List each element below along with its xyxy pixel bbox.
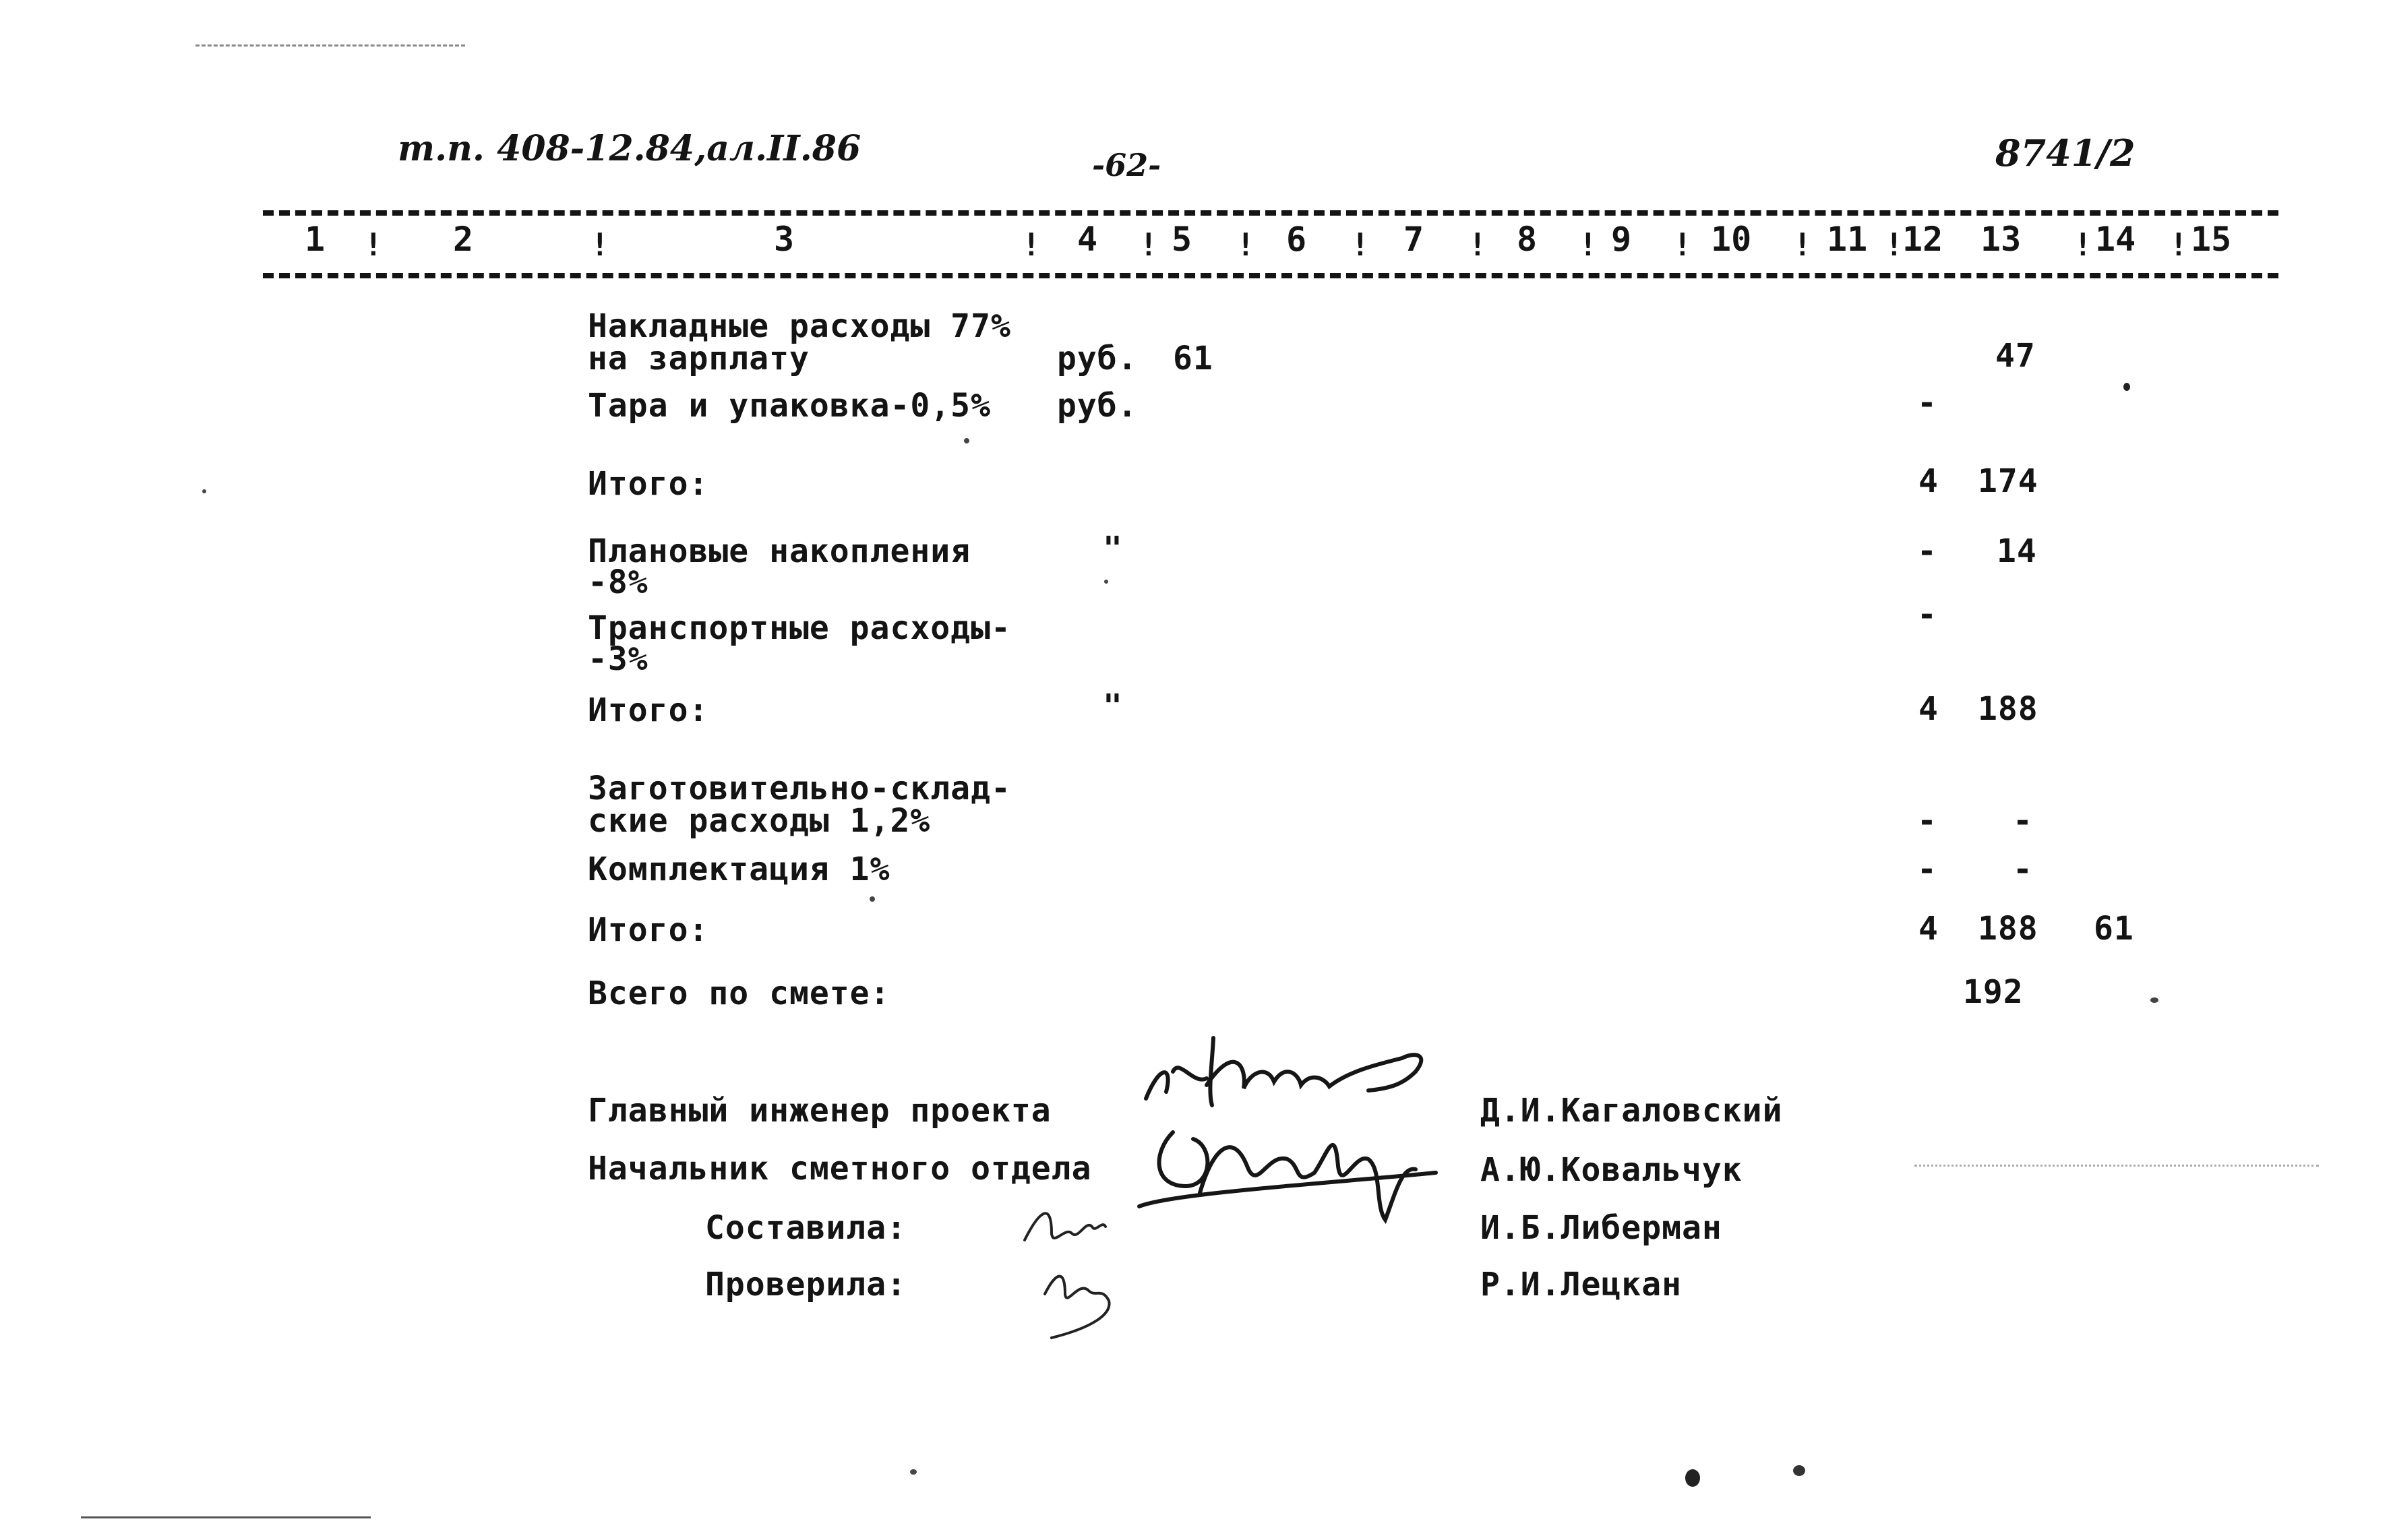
storage-label-line1: Заготовительно-склад- (588, 770, 1011, 807)
overhead-label-line2: на зарплату (588, 340, 810, 377)
transport-label-line1: Транспортные расходы- (588, 609, 1011, 647)
transport-label-line2: -3% (588, 640, 648, 678)
overhead-label-line1: Накладные расходы 77% (588, 307, 1011, 345)
column-header-12: 12 (1902, 220, 1943, 259)
column-header-3: 3 (774, 220, 795, 259)
total2-label: Итого: (588, 691, 709, 729)
chief-engineer-name: Д.И.Кагаловский (1480, 1092, 1783, 1130)
header-bottom-rule (263, 273, 2278, 278)
overhead-unit: руб. (1057, 340, 1138, 377)
overhead-col5: 61 (1173, 340, 1213, 377)
total1-col12: 4 (1918, 462, 1939, 500)
packaging-label: Тара и упаковка-0,5% (588, 387, 991, 425)
storage-col12: - (1917, 802, 1937, 840)
column-header-13: 13 (1980, 220, 2022, 259)
total3-col12: 4 (1918, 910, 1939, 948)
planned-col13: 14 (1997, 532, 2037, 570)
transport-col12: - (1917, 596, 1937, 634)
total3-col14: 61 (2094, 910, 2134, 948)
total2-col12: 4 (1918, 690, 1939, 728)
estimates-head-name: А.Ю.Ковальчук (1480, 1151, 1743, 1189)
column-header-6: 6 (1286, 220, 1307, 259)
document-reference: т.п. 408-12.84,ал.II.86 (398, 128, 861, 169)
column-header-1: 1 (305, 220, 326, 259)
column-header-8: 8 (1517, 220, 1538, 259)
page-number: -62- (1092, 147, 1161, 183)
planned-label-line1: Плановые накопления (588, 532, 971, 570)
signature-compiled-by (1011, 1186, 1119, 1260)
column-header-10: 10 (1711, 220, 1752, 259)
planned-label-line2: -8% (588, 563, 648, 601)
packaging-col12: - (1917, 384, 1937, 422)
packaging-unit: руб. (1057, 387, 1138, 425)
planned-unit: " (1103, 530, 1123, 567)
signature-checked-by (1025, 1254, 1132, 1341)
completion-col12: - (1917, 851, 1937, 888)
storage-label-line2: ские расходы 1,2% (588, 802, 931, 840)
column-header-7: 7 (1403, 220, 1424, 259)
sheet-code: 8741/2 (1995, 131, 2136, 175)
checked-by-role: Проверила: (705, 1266, 907, 1303)
header-top-rule (263, 210, 2278, 216)
column-header-14: 14 (2095, 220, 2136, 259)
total3-col13: 188 (1978, 910, 2038, 948)
total3-label: Итого: (588, 911, 709, 949)
overhead-col13: 47 (1995, 337, 2036, 375)
column-header-4: 4 (1077, 220, 1098, 259)
compiled-by-role: Составила: (705, 1209, 907, 1247)
total1-col13: 174 (1978, 462, 2038, 500)
chief-engineer-role: Главный инженер проекта (588, 1092, 1052, 1130)
total1-label: Итого: (588, 465, 709, 503)
grand-total-label: Всего по смете: (588, 975, 890, 1012)
checked-by-name: Р.И.Лецкан (1480, 1266, 1682, 1303)
completion-label: Комплектация 1% (588, 851, 890, 888)
column-header-15: 15 (2191, 220, 2232, 259)
column-header-2: 2 (453, 220, 474, 259)
column-header-11: 11 (1827, 220, 1868, 259)
total2-col13: 188 (1978, 690, 2038, 728)
total2-unit: " (1103, 687, 1123, 725)
signature-estimates-head (1112, 1105, 1463, 1227)
column-header-5: 5 (1172, 220, 1192, 259)
compiled-by-name: И.Б.Либерман (1480, 1209, 1722, 1247)
signature-chief-engineer (1132, 1024, 1456, 1119)
completion-col13: - (2013, 851, 2033, 888)
grand-total-value: 192 (1963, 973, 2024, 1011)
storage-col13: - (2013, 802, 2033, 840)
column-header-9: 9 (1611, 220, 1632, 259)
estimates-head-role: Начальник сметного отдела (588, 1150, 1092, 1188)
planned-col12: - (1917, 532, 1937, 570)
